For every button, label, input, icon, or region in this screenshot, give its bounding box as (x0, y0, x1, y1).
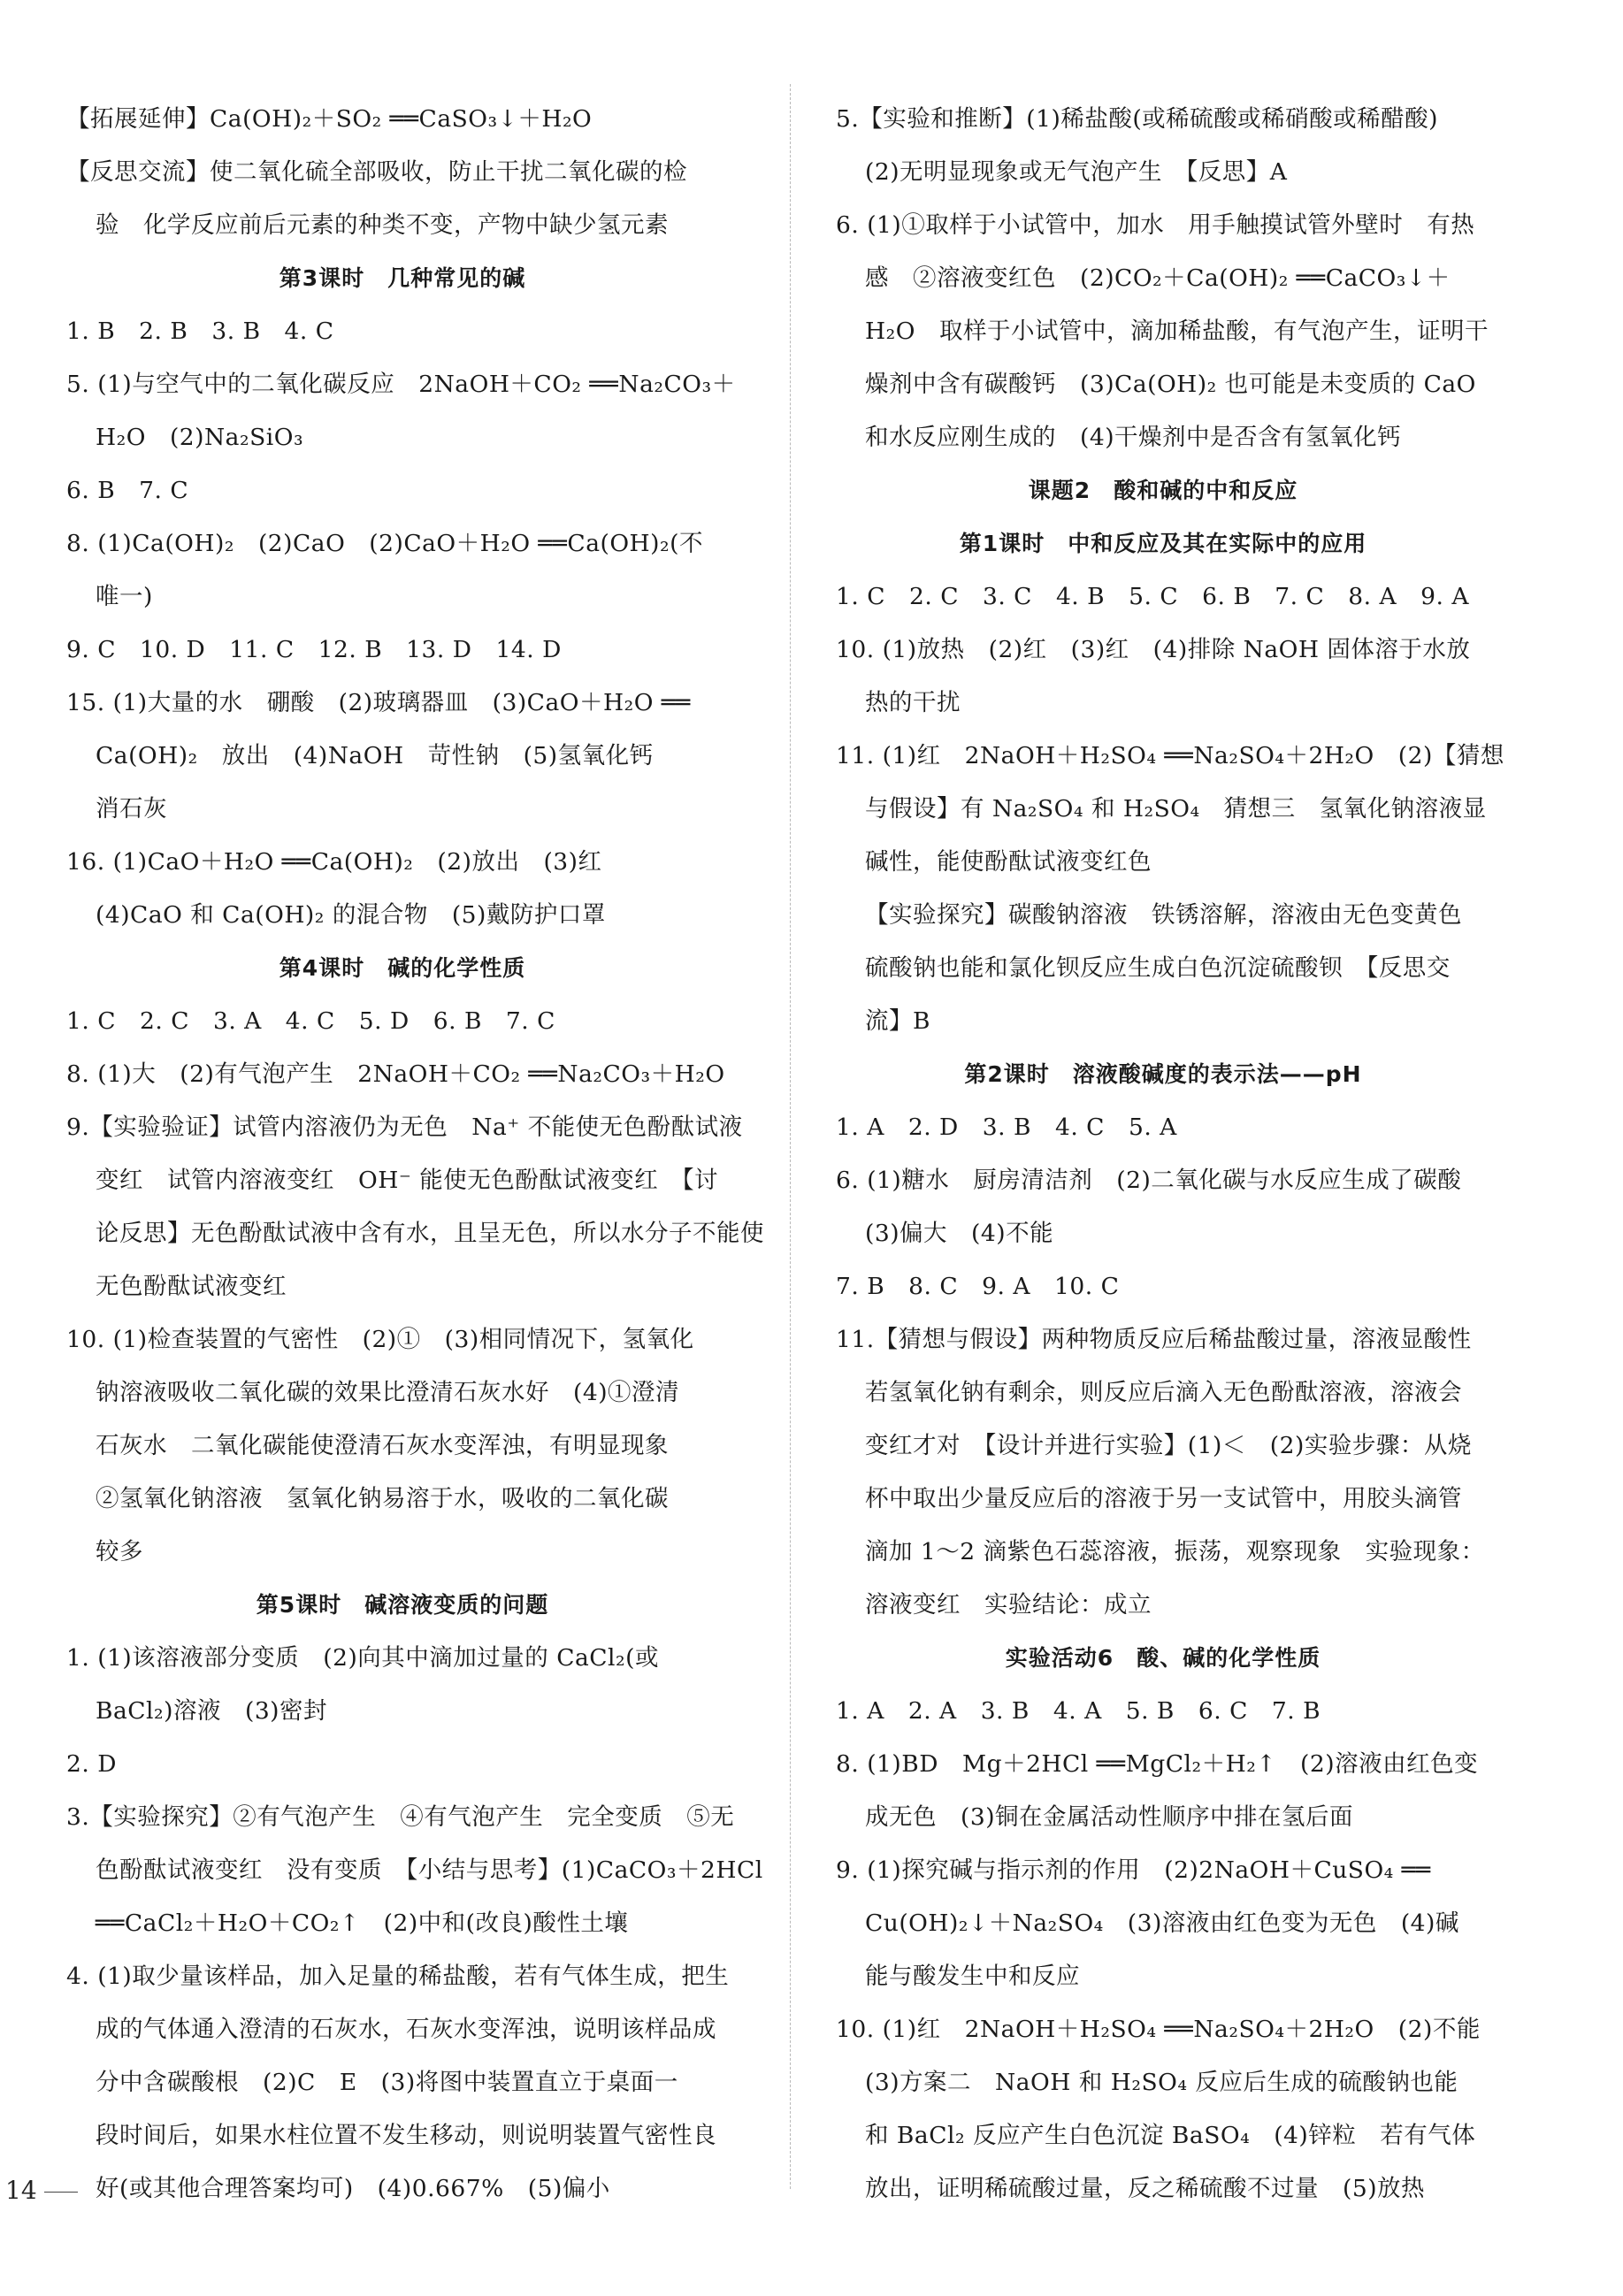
left-column (66, 93, 764, 2216)
answer-line: 成无色 (3)铜在金属活动性顺序中排在氢后面 (865, 1803, 1354, 1831)
answer-line: 【实验探究】碳酸钠溶液 铁锈溶解，溶液由无色变黄色 (865, 901, 1462, 929)
answer-line: 11. (1)红 2NaOH＋H₂SO₄ ══Na₂SO₄＋2H₂O (2)【猜想 (836, 742, 1504, 769)
answer-line: 1. C 2. C 3. C 4. B 5. C 6. B 7. C 8. A 9. A (836, 583, 1469, 610)
answer-line: 分中含碳酸根 (2)C E (3)将图中装置直立于桌面一 (96, 2069, 678, 2096)
answer-line: 硫酸钠也能和氯化钡反应生成白色沉淀硫酸钡 【反思交 (865, 954, 1451, 982)
answer-line: 1. (1)该溶液部分变质 (2)向其中滴加过量的 CaCl₂(或 (66, 1644, 659, 1672)
answer-line: 1. A 2. D 3. B 4. C 5. A (836, 1114, 1177, 1141)
answer-line: 流】B (865, 1007, 930, 1035)
answer-line: 燥剂中含有碳酸钙 (3)Ca(OH)₂ 也可能是未变质的 CaO (865, 371, 1476, 398)
right-column (836, 93, 1504, 2216)
answer-line: 8. (1)Ca(OH)₂ (2)CaO (2)CaO＋H₂O ══Ca(OH)₂(不 (66, 530, 703, 557)
answer-line: 能与酸发生中和反应 (865, 1963, 1080, 1990)
answer-line: 9. (1)探究碱与指示剂的作用 (2)2NaOH＋CuSO₄ ══ (836, 1856, 1431, 1884)
section-heading: 第3课时 几种常见的碱 (279, 265, 526, 291)
section-heading: 实验活动6 酸、碱的化学性质 (1005, 1645, 1321, 1671)
answer-line: 10. (1)放热 (2)红 (3)红 (4)排除 NaOH 固体溶于水放 (836, 636, 1471, 663)
answer-line: 5. (1)与空气中的二氧化碳反应 2NaOH＋CO₂ ══Na₂CO₃＋ (66, 371, 736, 398)
answer-line: 较多 (96, 1538, 143, 1565)
answer-line: 热的干扰 (865, 689, 961, 716)
answer-line: 滴加 1～2 滴紫色石蕊溶液，振荡，观察现象 实验现象： (865, 1538, 1485, 1565)
page-number: 14 (0, 2169, 111, 2213)
answer-line: 钠溶液吸收二氧化碳的效果比澄清石灰水好 (4)①澄清 (96, 1379, 680, 1406)
answer-line: 变红才对 【设计并进行实验】(1)＜ (2)实验步骤：从烧 (865, 1432, 1472, 1459)
answer-line: 和水反应刚生成的 (4)干燥剂中是否含有氢氧化钙 (865, 424, 1402, 451)
answer-line: 10. (1)红 2NaOH＋H₂SO₄ ══Na₂SO₄＋2H₂O (2)不能 (836, 2016, 1481, 2043)
answer-line: 【拓展延伸】Ca(OH)₂＋SO₂ ══CaSO₃↓＋H₂O (66, 105, 593, 133)
section-heading: 第2课时 溶液酸碱度的表示法——pH (964, 1061, 1362, 1087)
answer-line: 6. (1)①取样于小试管中，加水 用手触摸试管外壁时 有热 (836, 211, 1475, 239)
answer-line: 石灰水 二氧化碳能使澄清石灰水变浑浊，有明显现象 (96, 1432, 669, 1459)
answer-line: 6. B 7. C (66, 477, 189, 504)
answer-line: 6. (1)糖水 厨房清洁剂 (2)二氧化碳与水反应生成了碳酸 (836, 1167, 1462, 1194)
answer-line: 8. (1)大 (2)有气泡产生 2NaOH＋CO₂ ══Na₂CO₃＋H₂O (66, 1060, 725, 1088)
section-heading: 课题2 酸和碱的中和反应 (1028, 478, 1298, 503)
answer-line: BaCl₂)溶液 (3)密封 (96, 1697, 328, 1725)
answer-line: 和 BaCl₂ 反应产生白色沉淀 BaSO₄ (4)锌粒 若有气体 (865, 2122, 1476, 2149)
answer-line: Ca(OH)₂ 放出 (4)NaOH 苛性钠 (5)氢氧化钙 (96, 742, 654, 769)
answer-line: 1. C 2. C 3. A 4. C 5. D 6. B 7. C (66, 1007, 555, 1035)
answer-line: 16. (1)CaO＋H₂O ══Ca(OH)₂ (2)放出 (3)红 (66, 848, 602, 876)
answer-line: 7. B 8. C 9. A 10. C (836, 1273, 1120, 1300)
section-heading: 第1课时 中和反应及其在实际中的应用 (959, 531, 1367, 556)
section-heading: 第5课时 碱溶液变质的问题 (256, 1592, 549, 1618)
answer-line: H₂O 取样于小试管中，滴加稀盐酸，有气泡产生，证明干 (865, 318, 1489, 345)
answer-line: (4)CaO 和 Ca(OH)₂ 的混合物 (5)戴防护口罩 (96, 901, 606, 929)
answer-line: 色酚酞试液变红 没有变质 【小结与思考】(1)CaCO₃＋2HCl (96, 1856, 763, 1884)
answer-line: ══CaCl₂＋H₂O＋CO₂↑ (2)中和(改良)酸性土壤 (96, 1910, 629, 1937)
answer-line: 论反思】无色酚酞试液中含有水，且呈无色，所以水分子不能使 (96, 1220, 764, 1247)
answer-line: 4. (1)取少量该样品，加入足量的稀盐酸，若有气体生成，把生 (66, 1963, 730, 1990)
answer-line: Cu(OH)₂↓＋Na₂SO₄ (3)溶液由红色变为无色 (4)碱 (865, 1910, 1459, 1937)
answer-line: 验 化学反应前后元素的种类不变，产物中缺少氢元素 (96, 211, 669, 239)
answer-line: 3.【实验探究】②有气泡产生 ④有气泡产生 完全变质 ⑤无 (66, 1803, 735, 1831)
answer-line: 变红 试管内溶液变红 OH⁻ 能使无色酚酞试液变红 【讨 (96, 1167, 718, 1194)
answer-line: 无色酚酞试液变红 (96, 1273, 287, 1300)
answer-line: 【反思交流】使二氧化硫全部吸收，防止干扰二氧化碳的检 (66, 158, 687, 186)
answer-line: ②氢氧化钠溶液 氢氧化钠易溶于水，吸收的二氧化碳 (96, 1485, 669, 1512)
answer-line: 1. B 2. B 3. B 4. C (66, 318, 334, 345)
section-heading: 第4课时 碱的化学性质 (279, 955, 526, 981)
answer-line: 11.【猜想与假设】两种物质反应后稀盐酸过量，溶液显酸性 (836, 1326, 1472, 1353)
answer-line: 消石灰 (96, 795, 167, 823)
answer-line: 与假设】有 Na₂SO₄ 和 H₂SO₄ 猜想三 氢氧化钠溶液显 (865, 795, 1487, 823)
answer-line: (3)方案二 NaOH 和 H₂SO₄ 反应后生成的硫酸钠也能 (865, 2069, 1458, 2096)
answer-line: 10. (1)检查装置的气密性 (2)① (3)相同情况下，氢氧化 (66, 1326, 694, 1353)
answer-line: 成的气体通入澄清的石灰水，石灰水变浑浊，说明该样品成 (96, 2016, 716, 2043)
answer-line: 9.【实验验证】试管内溶液仍为无色 Na⁺ 不能使无色酚酞试液 (66, 1114, 743, 1141)
answer-line: 8. (1)BD Mg＋2HCl ══MgCl₂＋H₂↑ (2)溶液由红色变 (836, 1750, 1479, 1778)
answer-line: 溶液变红 实验结论：成立 (865, 1591, 1152, 1619)
answer-line: 5.【实验和推断】(1)稀盐酸(或稀硫酸或稀硝酸或稀醋酸) (836, 105, 1438, 133)
answer-line: 碱性，能使酚酞试液变红色 (865, 848, 1152, 876)
answer-line: H₂O (2)Na₂SiO₃ (96, 424, 304, 451)
answer-line: (3)偏大 (4)不能 (865, 1220, 1054, 1247)
answer-line: 杯中取出少量反应后的溶液于另一支试管中，用胶头滴管 (865, 1485, 1462, 1512)
answer-line: 放出，证明稀硫酸过量，反之稀硫酸不过量 (5)放热 (865, 2175, 1426, 2202)
column-divider (790, 84, 791, 2189)
answer-line: 2. D (66, 1750, 117, 1778)
answer-line: 感 ②溶液变红色 (2)CO₂＋Ca(OH)₂ ══CaCO₃↓＋ (865, 264, 1451, 292)
answer-line: 若氢氧化钠有剩余，则反应后滴入无色酚酞溶液，溶液会 (865, 1379, 1462, 1406)
answer-line: (2)无明显现象或无气泡产生 【反思】A (865, 158, 1288, 186)
answer-line: 好(或其他合理答案均可) (4)0.667% (5)偏小 (96, 2175, 610, 2202)
answer-line: 1. A 2. A 3. B 4. A 5. B 6. C 7. B (836, 1697, 1321, 1725)
answer-line: 段时间后，如果水柱位置不发生移动，则说明装置气密性良 (96, 2122, 716, 2149)
answer-line: 9. C 10. D 11. C 12. B 13. D 14. D (66, 636, 562, 663)
answer-line: 唯一) (96, 583, 153, 610)
answer-line: 15. (1)大量的水 硼酸 (2)玻璃器皿 (3)CaO＋H₂O ══ (66, 689, 691, 716)
